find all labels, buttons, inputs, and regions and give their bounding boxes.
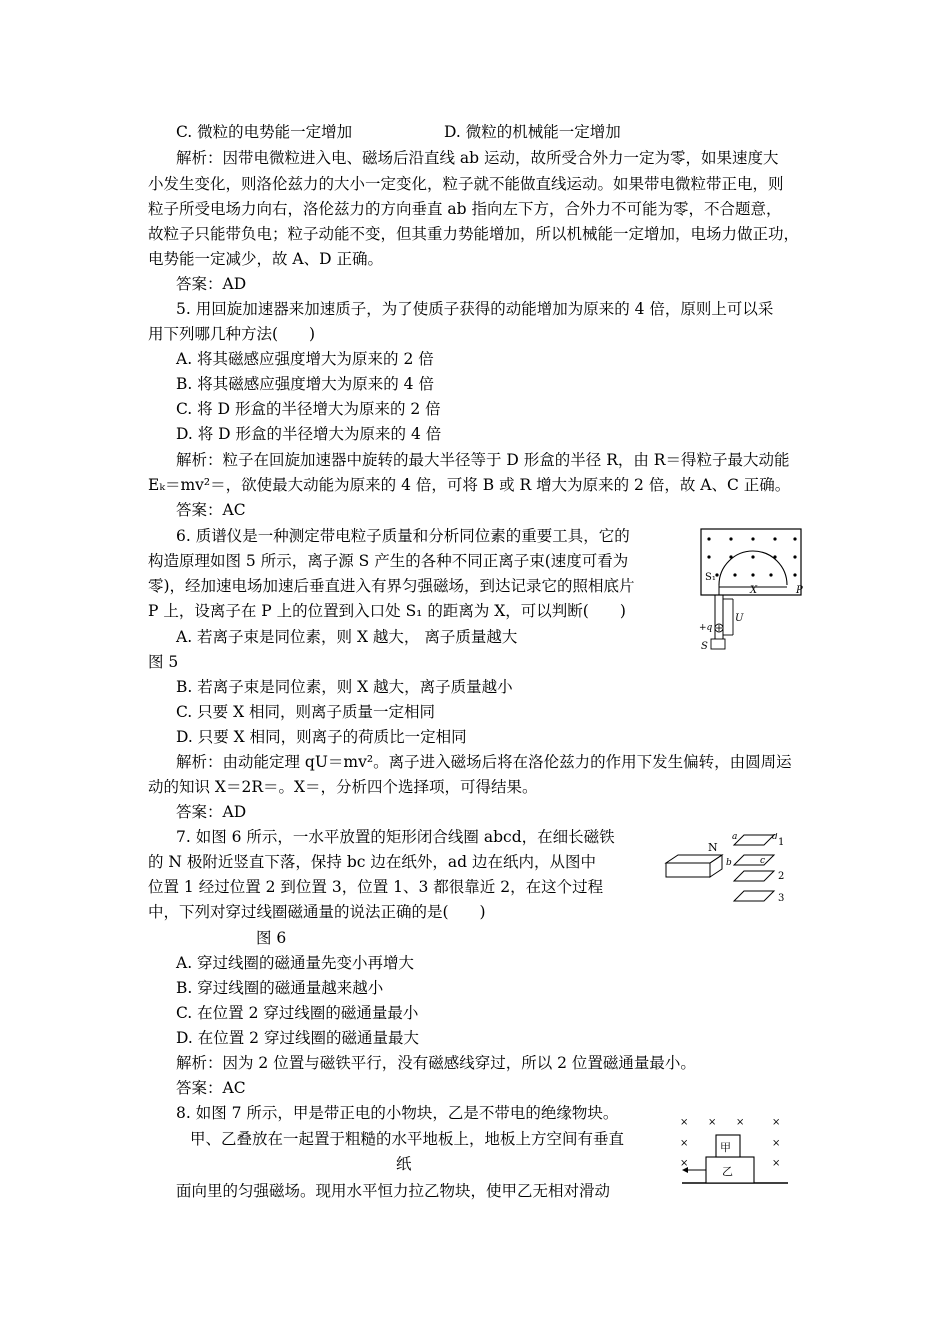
d-label: d: [772, 833, 778, 842]
option-b-q6: B. 若离子束是同位素，则 X 越大，离子质量越小: [176, 678, 513, 696]
answer-q6: 答案：AD: [176, 803, 247, 821]
option-a-q5: A. 将其磁感应强度增大为原来的 2 倍: [176, 350, 434, 368]
analysis-q5-line2: Eₖ＝mv²＝，欲使最大动能为原来的 4 倍，可将 B 或 R 增大为原来的 2 倍，故 A、C 正确。: [148, 476, 791, 494]
s-label: S: [701, 641, 708, 652]
option-a-q7: A. 穿过线圈的磁通量先变小再增大: [176, 954, 415, 972]
answer-q4: 答案：AD: [176, 275, 247, 293]
analysis-q5-line1: 解析：粒子在回旋加速器中旋转的最大半径等于 D 形盒的半径 R，由 R＝得粒子最大动能: [176, 451, 790, 469]
analysis-q4-line2: 小发生变化，则洛伦兹力的大小一定变化，粒子就不能做直线运动。如果带电微粒带正电，则: [148, 175, 784, 193]
analysis-q4-line4: 故粒子只能带负电；粒子动能不变，但其重力势能增加，所以机械能一定增加，电场力做正功，: [148, 225, 800, 243]
n-pole-label: N: [708, 841, 718, 854]
question-6-line4: P 上，设离子在 P 上的位置到入口处 S₁ 的距离为 X，可以判断( ): [148, 602, 626, 620]
svg-text:×: ×: [772, 1158, 781, 1169]
svg-text:×: ×: [736, 1117, 745, 1128]
block-jia-label: 甲: [720, 1141, 731, 1154]
position-2-label: 2: [778, 871, 785, 882]
option-b-q7: B. 穿过线圈的磁通量越来越小: [176, 979, 384, 997]
question-6-line1: 6. 质谱仪是一种测定带电粒子质量和分析同位素的重要工具，它的: [176, 527, 630, 545]
x-label: X: [750, 585, 758, 596]
svg-text:×: ×: [680, 1117, 689, 1128]
position-3-label: 3: [778, 893, 785, 904]
analysis-q6-line2: 动的知识 X＝2R＝。X＝，分析四个选择项，可得结果。: [148, 778, 538, 796]
question-8-line2: 甲、乙叠放在一起置于粗糙的水平地板上，地板上方空间有垂直: [190, 1130, 625, 1148]
question-7-line2: 的 N 极附近竖直下落，保持 bc 边在纸外，ad 边在纸内，从图中: [148, 853, 596, 871]
question-7-line4: 中，下列对穿过线圈磁通量的说法正确的是( ): [148, 903, 486, 921]
question-5-line2: 用下列哪几种方法( ): [148, 325, 316, 343]
s1-label: S₁: [705, 572, 716, 583]
option-a-q6: A. 若离子束是同位素，则 X 越大， 离子质量越大: [176, 628, 518, 646]
analysis-q4-line3: 粒子所受电场力向右，洛伦兹力的方向垂直 ab 指向左下方，合外力不可能为零，不合题意，: [148, 200, 782, 218]
option-c-q6: C. 只要 X 相同，则离子质量一定相同: [176, 703, 436, 721]
question-8-line4: 面向里的匀强磁场。现用水平恒力拉乙物块，使甲乙无相对滑动: [176, 1182, 611, 1200]
question-6-line2: 构造原理如图 5 所示，离子源 S 产生的各种不同正离子束(速度可看为: [148, 552, 629, 570]
option-d-q5: D. 将 D 形盒的半径增大为原来的 4 倍: [176, 425, 442, 443]
question-8-line3: 纸: [396, 1155, 412, 1173]
analysis-q7: 解析：因为 2 位置与磁铁平行，没有磁感线穿过，所以 2 位置磁通量最小。: [176, 1054, 696, 1072]
option-c-q7: C. 在位置 2 穿过线圈的磁通量最小: [176, 1004, 419, 1022]
answer-q7: 答案：AC: [176, 1079, 246, 1097]
option-d-q4: D. 微粒的机械能一定增加: [444, 123, 621, 141]
c-label: c: [760, 856, 766, 866]
svg-text:×: ×: [680, 1138, 689, 1149]
option-d-q6: D. 只要 X 相同，则离子的荷质比一定相同: [176, 728, 467, 746]
svg-text:×: ×: [772, 1138, 781, 1149]
position-1-label: 1: [778, 837, 785, 848]
svg-text:×: ×: [680, 1158, 689, 1169]
option-b-q5: B. 将其磁感应强度增大为原来的 4 倍: [176, 375, 434, 393]
figure-6-caption: 图 6: [256, 929, 287, 947]
question-7-line1: 7. 如图 6 所示，一水平放置的矩形闭合线圈 abcd，在细长磁铁: [176, 828, 615, 846]
svg-text:×: ×: [708, 1117, 717, 1128]
question-7-line3: 位置 1 经过位置 2 到位置 3，位置 1、3 都很靠近 2，在这个过程: [148, 878, 604, 896]
p-label: P: [796, 585, 803, 596]
figure-7-stacked-blocks: [676, 1113, 794, 1191]
q-label: +q: [699, 623, 713, 633]
svg-text:×: ×: [772, 1117, 781, 1128]
block-yi-label: 乙: [722, 1165, 733, 1178]
answer-q5: 答案：AC: [176, 501, 246, 519]
figure-5-caption: 图 5: [148, 653, 179, 671]
option-d-q7: D. 在位置 2 穿过线圈的磁通量最大: [176, 1029, 419, 1047]
question-6-line3: 零)，经加速电场加速后垂直进入有界匀强磁场，到达记录它的照相底片: [148, 577, 635, 595]
question-5-line1: 5. 用回旋加速器来加速质子，为了使质子获得的动能增加为原来的 4 倍，原则上可以采: [176, 300, 774, 318]
a-label: a: [732, 833, 738, 842]
option-c-q5: C. 将 D 形盒的半径增大为原来的 2 倍: [176, 400, 441, 418]
analysis-q4-line1: 解析：因带电微粒进入电、磁场后沿直线 ab 运动，故所受合外力一定为零，如果速度大: [176, 149, 779, 167]
analysis-q6-line1: 解析：由动能定理 qU＝mv²。离子进入磁场后将在洛伦兹力的作用下发生偏转，由圆周运: [176, 753, 792, 771]
question-8-line1: 8. 如图 7 所示，甲是带正电的小物块，乙是不带电的绝缘物块。: [176, 1104, 619, 1122]
b-label: b: [726, 858, 732, 868]
option-c-q4: C. 微粒的电势能一定增加: [176, 123, 353, 141]
figure-6-magnet-coil: [662, 833, 822, 913]
analysis-q4-line5: 电势能一定减少，故 A、D 正确。: [148, 250, 383, 268]
figure-5-mass-spectrometer: [695, 527, 820, 655]
u-label: U: [735, 613, 744, 624]
